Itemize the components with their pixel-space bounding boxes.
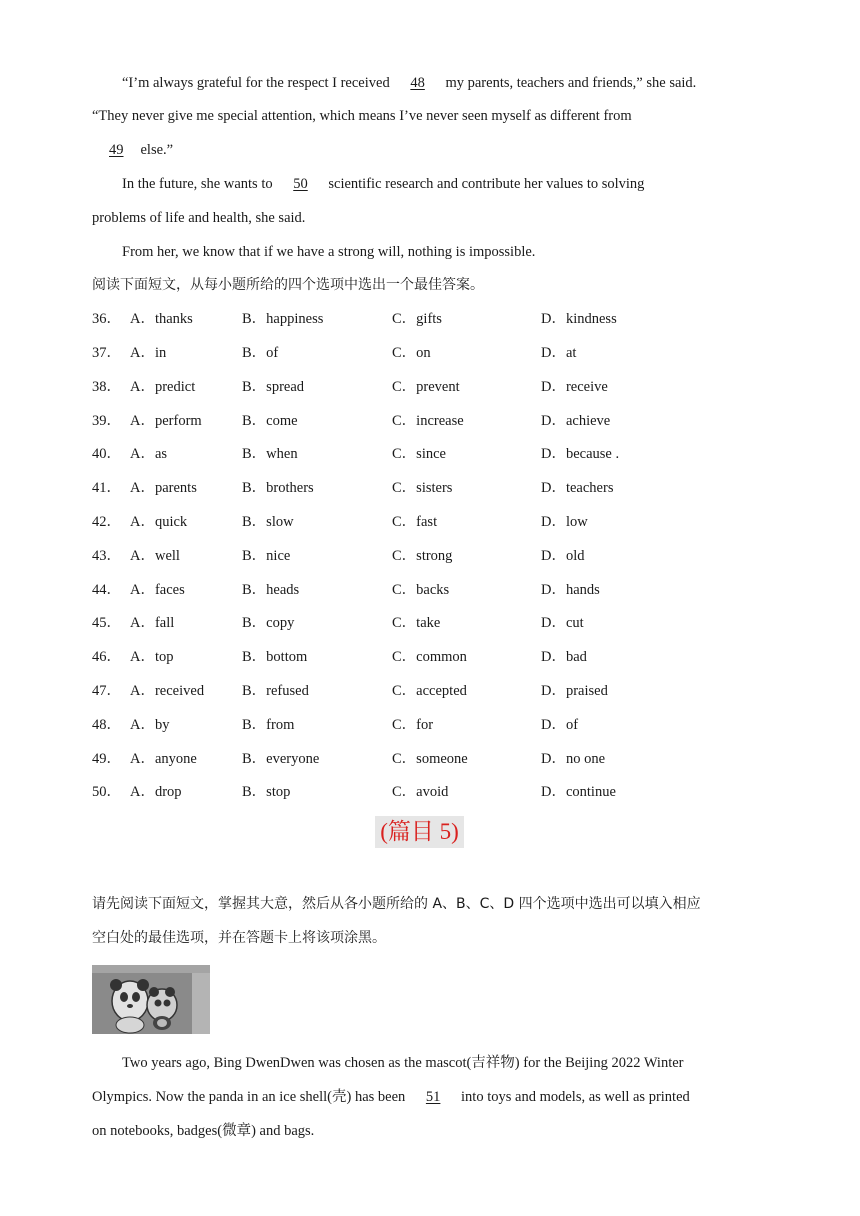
option-c: C．increase [392, 413, 464, 429]
option-a: A．faces [130, 582, 185, 598]
option-a: A．well [130, 548, 180, 564]
passage-line: problems of life and health, she said. [92, 210, 306, 226]
instruction-text: 阅读下面短文，从每小题所给的四个选项中选出一个最佳答案。 [92, 277, 484, 293]
option-b: B．spread [242, 379, 305, 395]
question-row: 46． A．top B．bottom C．common D．bad [92, 649, 587, 665]
option-a: A．in [130, 345, 167, 361]
question-row: 48． A．by B．from C．for D．of [92, 717, 579, 733]
option-d: D．cut [541, 615, 584, 631]
option-c: C．strong [392, 548, 453, 564]
option-d: D．teachers [541, 480, 614, 496]
option-d: D．kindness [541, 311, 617, 327]
option-a: A．thanks [130, 311, 193, 327]
question-row: 42． A．quick B．slow C．fast D．low [92, 514, 588, 530]
option-c: C．avoid [392, 784, 449, 800]
option-c: C．accepted [392, 683, 467, 699]
option-d: D．low [541, 514, 588, 530]
instruction-text: 请先阅读下面短文，掌握其大意，然后从各小题所给的 A、B、C、D 四个选项中选出可以填入相应 [92, 896, 701, 912]
option-b: B．brothers [242, 480, 314, 496]
option-b: B．of [242, 345, 279, 361]
option-b: B．nice [242, 548, 291, 564]
option-d: D．continue [541, 784, 616, 800]
option-c: C．someone [392, 751, 468, 767]
option-c: C．gifts [392, 311, 442, 327]
passage-line: Olympics. Now the panda in an ice shell(壳) has been 51 into toys and models, as well as printed [92, 1089, 690, 1105]
option-c: C．take [392, 615, 441, 631]
option-d: D．hands [541, 582, 600, 598]
question-row: 44． A．faces B．heads C．backs D．hands [92, 582, 600, 598]
question-row: 41． A．parents B．brothers C．sisters D．teachers [92, 480, 614, 496]
option-a: A．drop [130, 784, 182, 800]
question-row: 45． A．fall B．copy C．take D．cut [92, 615, 584, 631]
option-a: A．fall [130, 615, 175, 631]
option-c: C．for [392, 717, 434, 733]
blank-48: 48 [410, 75, 425, 91]
option-b: B．copy [242, 615, 295, 631]
option-a: A．top [130, 649, 174, 665]
question-row: 38． A．predict B．spread C．prevent D．receive [92, 379, 608, 395]
option-b: B．come [242, 413, 298, 429]
option-c: C．backs [392, 582, 450, 598]
option-b: B．everyone [242, 751, 320, 767]
section-title: (篇目 5) [375, 816, 464, 848]
question-row: 36． A．thanks B．happiness C．gifts D．kindness [92, 311, 617, 327]
option-a: A．predict [130, 379, 196, 395]
option-d: D．old [541, 548, 585, 564]
option-c: C．on [392, 345, 431, 361]
passage-line: From her, we know that if we have a strong will, nothing is impossible. [122, 244, 536, 260]
question-row: 47． A．received B．refused C．accepted D．praised [92, 683, 608, 699]
option-c: C．fast [392, 514, 438, 530]
question-row: 37． A．in B．of C．on D．at [92, 345, 577, 361]
mascot-photo [92, 965, 210, 1034]
option-d: D．bad [541, 649, 587, 665]
question-row: 43． A．well B．nice C．strong D．old [92, 548, 585, 564]
blank-51: 51 [425, 1089, 441, 1105]
option-d: D．praised [541, 683, 608, 699]
passage-line: Two years ago, Bing DwenDwen was chosen as the mascot(吉祥物) for the Beijing 2022 Winter [122, 1055, 684, 1071]
passage-line: on notebooks, badges(微章) and bags. [92, 1123, 315, 1139]
question-row: 40． A．as B．when C．since D．because . [92, 446, 620, 462]
passage-line: “I’m always grateful for the respect I received 48 my parents, teachers and friends,” she said. [122, 75, 697, 91]
option-a: A．perform [130, 413, 202, 429]
blank-50: 50 [293, 176, 308, 192]
option-d: D．of [541, 717, 579, 733]
option-a: A．parents [130, 480, 197, 496]
option-c: C．since [392, 446, 446, 462]
option-b: B．bottom [242, 649, 308, 665]
option-a: A．quick [130, 514, 188, 530]
option-c: C．prevent [392, 379, 460, 395]
option-d: D．achieve [541, 413, 611, 429]
option-b: B．when [242, 446, 298, 462]
option-b: B．slow [242, 514, 294, 530]
option-b: B．refused [242, 683, 309, 699]
option-a: A．as [130, 446, 168, 462]
passage-line: 49 else.” [92, 140, 768, 160]
option-a: A．received [130, 683, 205, 699]
option-d: D．because . [541, 446, 620, 462]
option-a: A．by [130, 717, 170, 733]
option-c: C．common [392, 649, 467, 665]
question-row: 50． A．drop B．stop C．avoid D．continue [92, 784, 616, 800]
question-row: 39． A．perform B．come C．increase D．achieve [92, 413, 611, 429]
instruction-text: 空白处的最佳选项，并在答题卡上将该项涂黑。 [92, 930, 386, 946]
option-c: C．sisters [392, 480, 453, 496]
blank-49: 49 [109, 142, 124, 158]
option-b: B．happiness [242, 311, 324, 327]
option-b: B．from [242, 717, 295, 733]
option-b: B．stop [242, 784, 291, 800]
passage-line: “They never give me special attention, which means I’ve never seen myself as different from [92, 108, 632, 124]
question-row: 49． A．anyone B．everyone C．someone D．no one [92, 751, 606, 767]
option-d: D．no one [541, 751, 606, 767]
option-d: D．receive [541, 379, 608, 395]
option-b: B．heads [242, 582, 300, 598]
option-a: A．anyone [130, 751, 197, 767]
panda-mascot-illustration [92, 965, 210, 1034]
option-d: D．at [541, 345, 577, 361]
passage-line: In the future, she wants to 50 scientific research and contribute her values to solving [122, 176, 645, 192]
